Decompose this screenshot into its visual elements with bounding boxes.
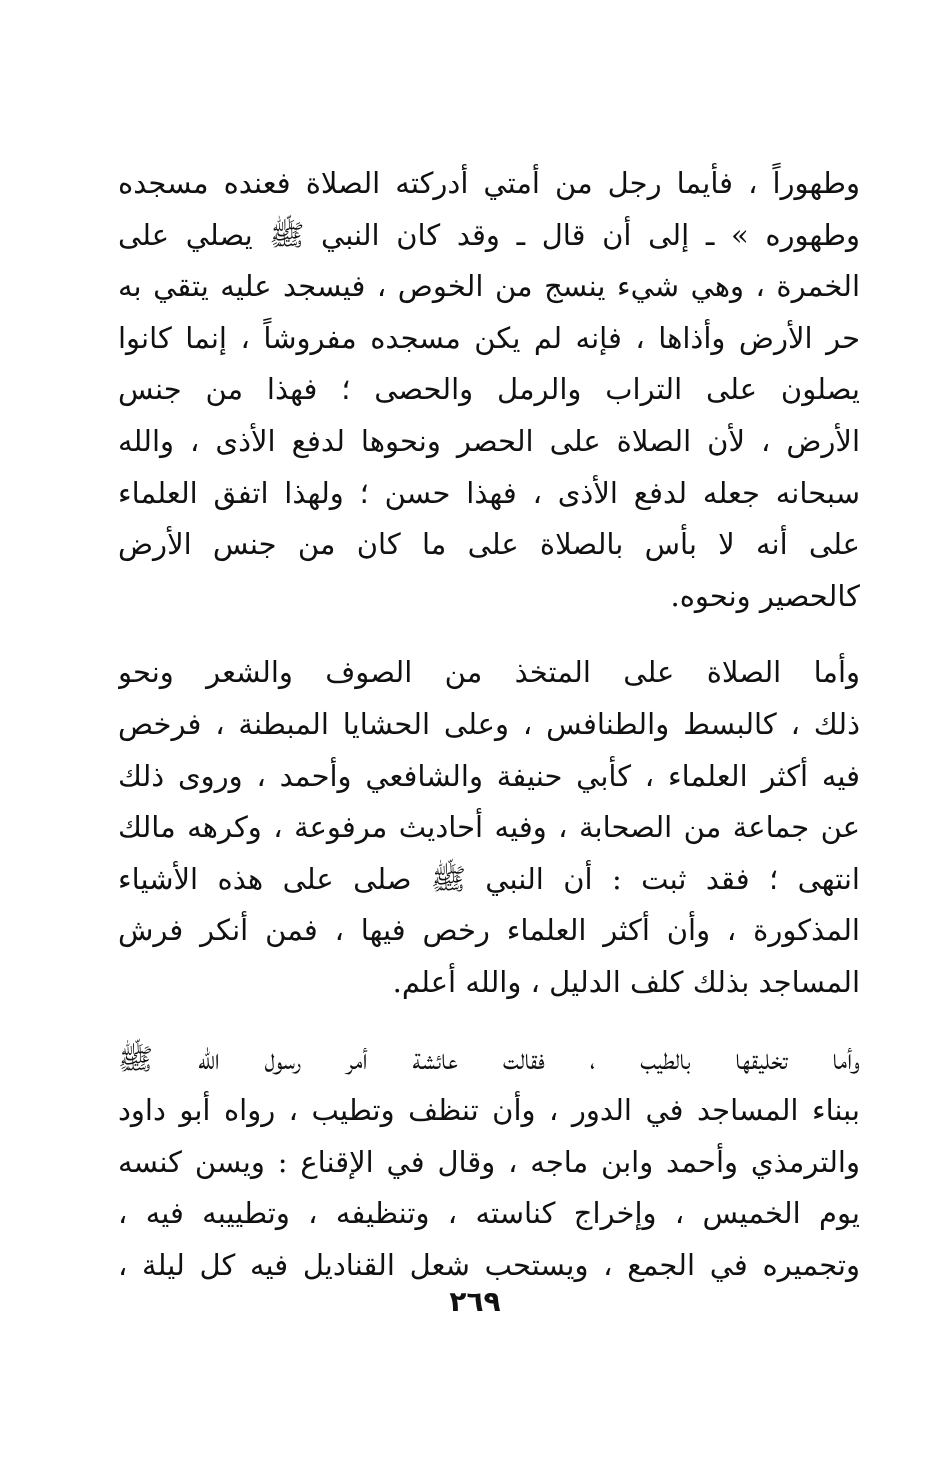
text-line: وأما الصلاة على المتخذ من الصوف والشعر ونحو [118,655,860,690]
paragraph-1 [118,158,860,622]
text-line: وطهوره » ـ إلى أن قال ـ وقد كان النبي ﷺ يصلي على [118,217,860,252]
text-line: كالحصير ونحوه. [670,578,860,613]
text-line: يصلون على التراب والرمل والحصى ؛ فهذا من جنس [118,372,860,407]
text-line: الأرض ، لأن الصلاة على الحصر ونحوها لدفع الأذى ، والله [118,423,860,458]
paragraph-2 [118,647,860,1008]
text-line: والترمذي وأحمد وابن ماجه ، وقال في الإقناع : ويسن كنسه [118,1144,860,1179]
text-line: وطهوراً ، فأيما رجل من أمتي أدركته الصلاة فعنده مسجده [118,166,860,200]
text-line: الخمرة ، وهي شيء ينسج من الخوص ، فيسجد عليه يتقي به [118,269,860,304]
text-line: ذلك ، كالبسط والطنافس ، وعلى الحشايا المبطنة ، فرخص [118,706,860,741]
text-line: انتهى ؛ فقد ثبت : أن النبي ﷺ صلى على هذه الأشياء [118,861,860,896]
text-line: على أنه لا بأس بالصلاة على ما كان من جنس الأرض [118,527,860,562]
page-body [118,158,860,1291]
text-line: عن جماعة من الصحابة ، وفيه أحاديث مرفوعة ، وكرهه مالك [118,810,860,845]
text-line: سبحانه جعله لدفع الأذى ، فهذا حسن ؛ ولهذا اتفق العلماء [118,475,860,510]
text-line: المساجد بذلك كلف الدليل ، والله أعلم. [392,964,860,999]
text-line: حر الأرض وأذاها ، فإنه لم يكن مسجده مفروشاً ، إنما كانوا [118,320,860,355]
paragraph-3 [118,1034,860,1292]
text-line: ببناء المساجد في الدور ، وأن تنظف وتطيب ، رواه أبو داود [118,1093,860,1128]
text-line: المذكورة ، وأن أكثر العلماء رخص فيها ، فمن أنكر فرش [118,913,860,948]
text-line: وتجميره في الجمع ، ويستحب شعل القناديل فيه كل ليلة ، [118,1247,860,1282]
page-number: ٢٦٩ [449,1285,501,1318]
text-line: فيه أكثر العلماء ، كأبي حنيفة والشافعي وأحمد ، وروى ذلك [118,758,860,793]
text-line: وأما تخليقها بالطيب ، فقالت عائشة أمر رسول الله ﷺ [118,1041,860,1076]
text-line: يوم الخميس ، وإخراج كناسته ، وتنظيفه ، وتطييبه فيه ، [118,1196,860,1231]
